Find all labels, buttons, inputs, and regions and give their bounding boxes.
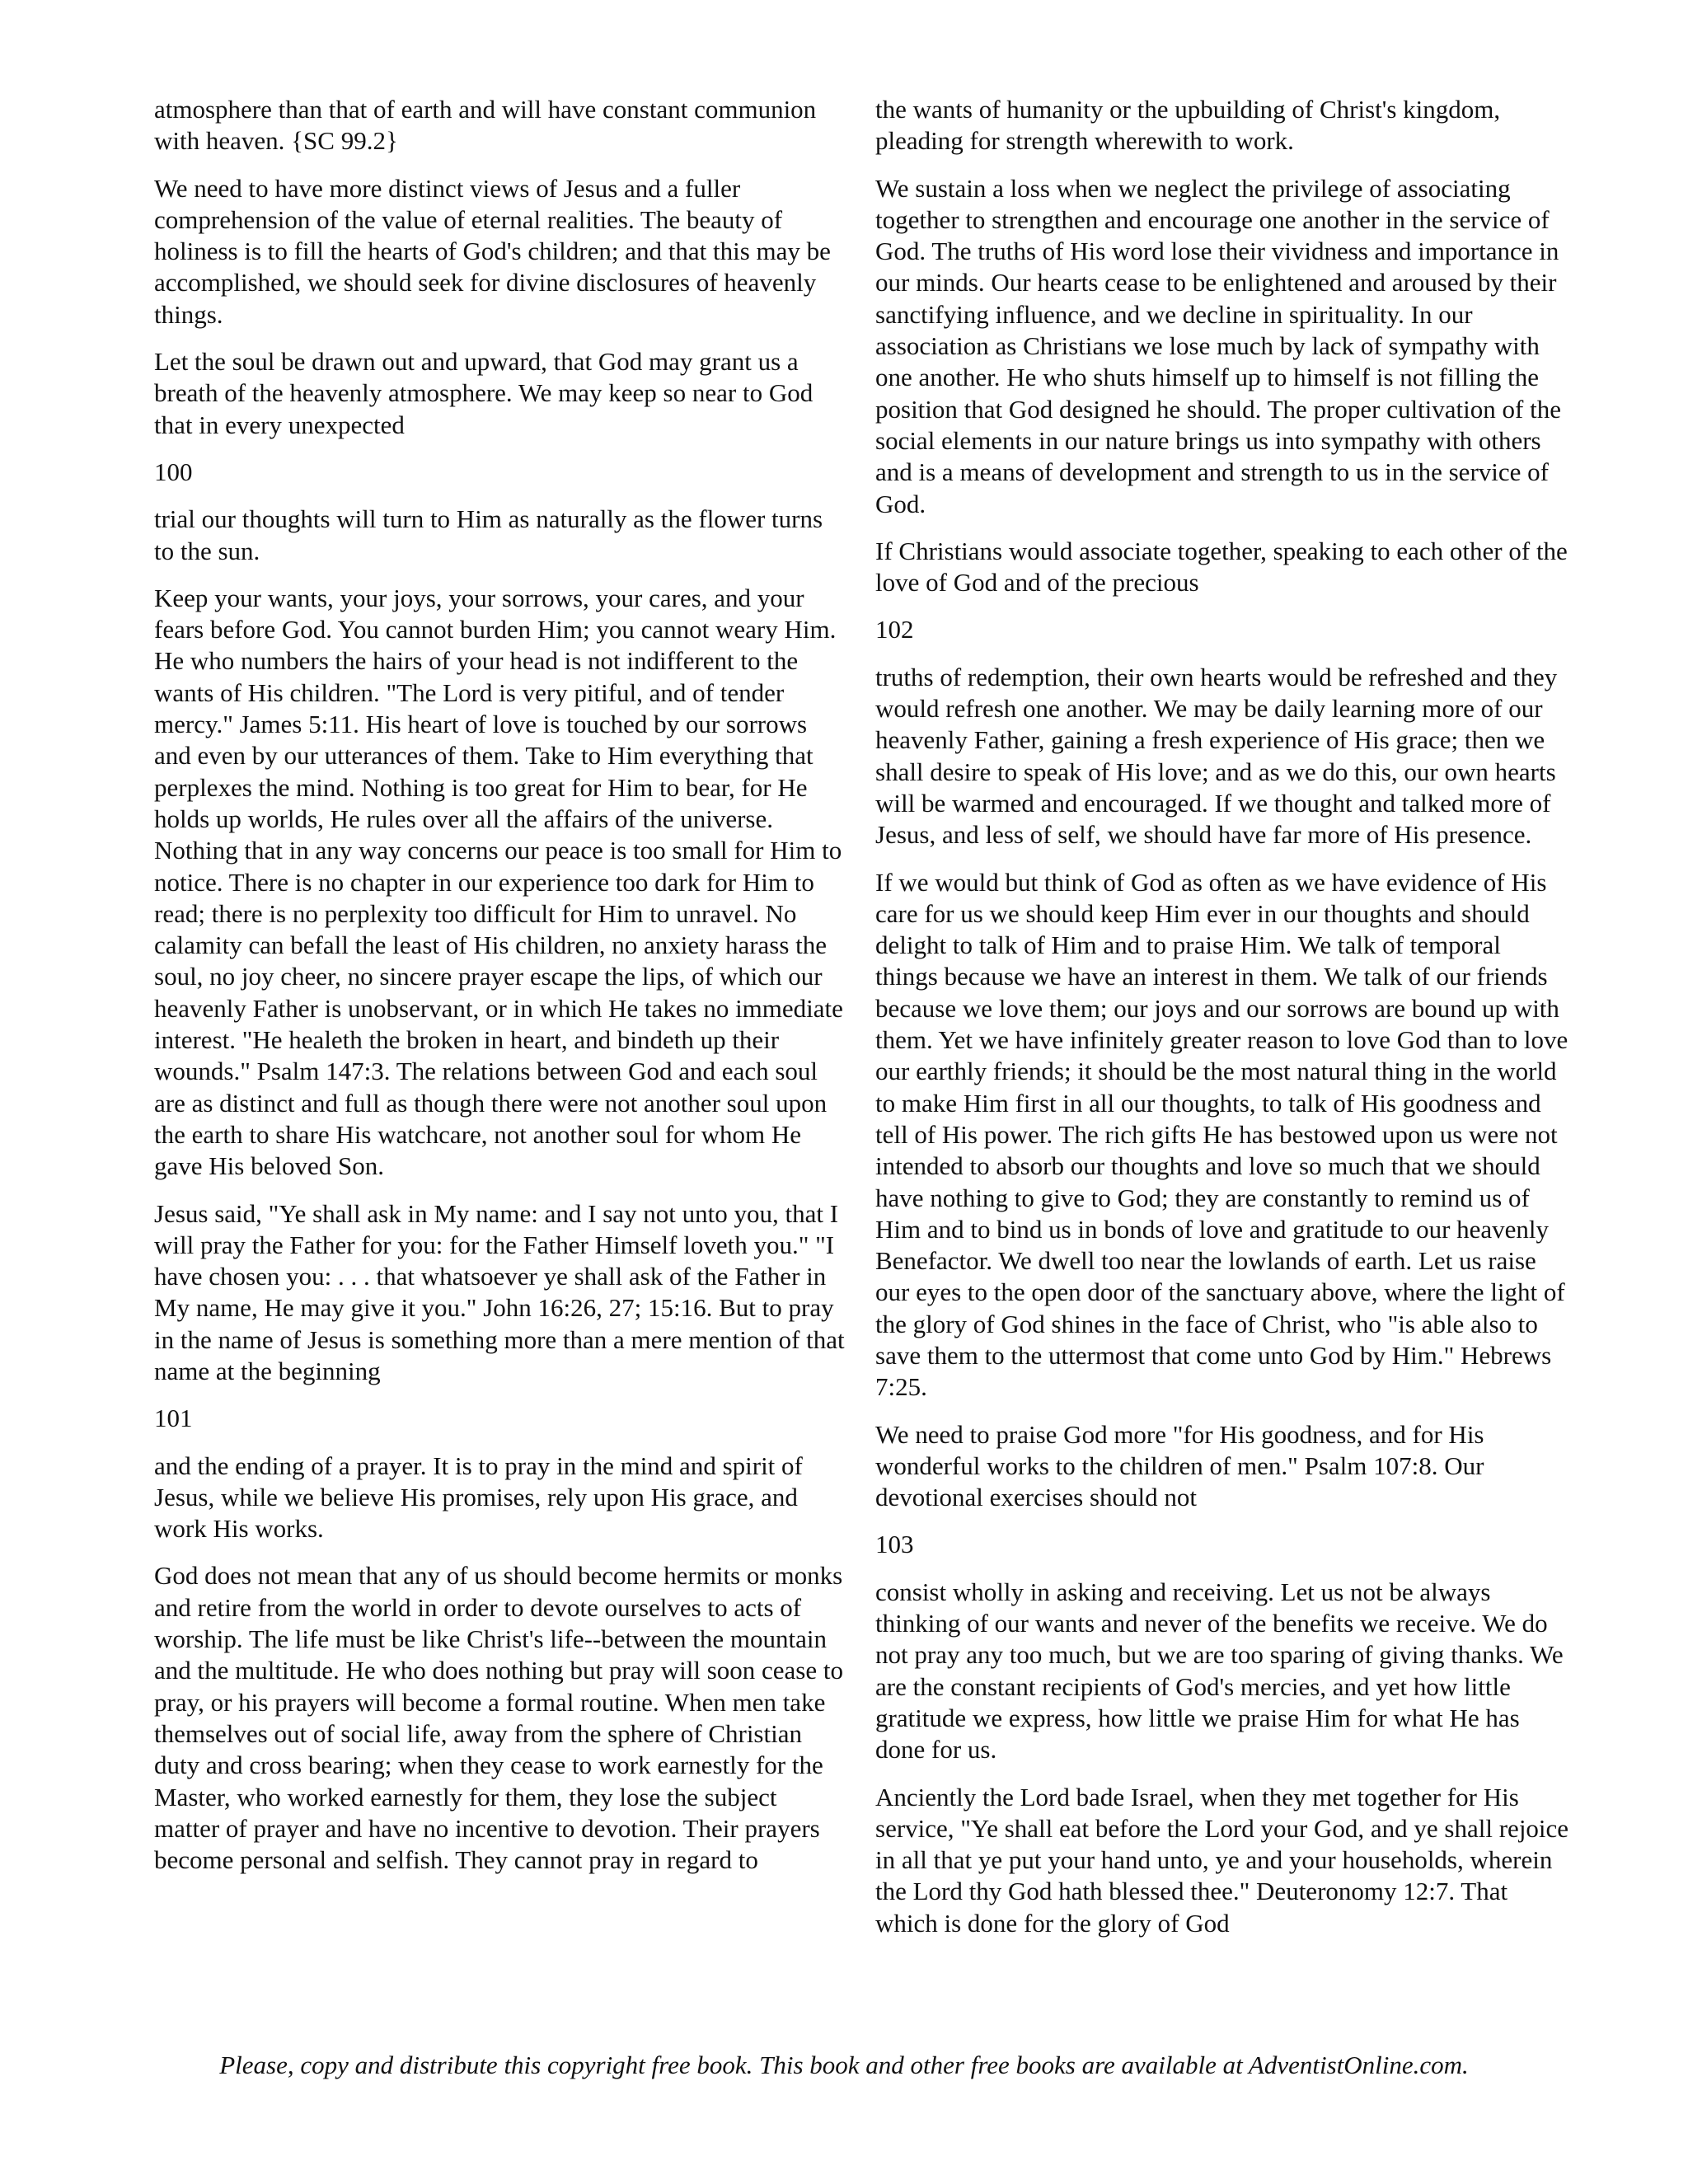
paragraph: Let the soul be drawn out and upward, that God may grant us a breath of the heavenly atmosphere. We may keep so near to God that in every unexpected <box>154 347 814 439</box>
paragraph: trial our thoughts will turn to Him as naturally as the flower turns to the sun. <box>154 504 823 565</box>
right-column <box>875 94 1569 1955</box>
footer-note: Please, copy and distribute this copyright free book. This book and other free books are available at AdventistOnline.com. <box>219 2050 1469 2079</box>
paragraph: Keep your wants, your joys, your sorrows, your cares, and your fears before God. You cannot burden Him; you cannot weary Him. He who numbers the hairs of your head is not indifferent to the wants of His children. "The Lord is very pitiful, and of tender mercy." James 5:11. His heart of love is touched by our sorrows and even by our utterances of them. Take to Him everything that perplexes the mind. Nothing is too great for Him to bear, for He holds up worlds, He rules over all the affairs of the universe. Nothing that in any way concerns our peace is too small for Him to notice. There is no chapter in our experience too dark for Him to read; there is no perplexity too difficult for Him to unravel. No calamity can befall the least of His children, no anxiety harass the soul, no joy cheer, no sincere prayer escape the lips, of which our heavenly Father is unobservant, or in which He takes no immediate interest. "He healeth the broken in heart, and bindeth up their wounds." Psalm 147:3. The relations between God and each soul are as distinct and full as though there were not another soul upon the earth to share His watchcare, not another soul for whom He gave His beloved Son. <box>154 583 843 1181</box>
paragraph: We need to praise God more "for His goodness, and for His wonderful works to the children of men." Psalm 107:8. Our devotional exercises should not <box>875 1419 1484 1512</box>
paragraph: atmosphere than that of earth and will have constant communion with heaven. {SC 99.2} <box>154 95 817 156</box>
page-number: 103 <box>875 1530 914 1559</box>
paragraph: consist wholly in asking and receiving. Let us not be always thinking of our wants and never of the benefits we receive. We do not pray any too much, but we are too sparing of giving thanks. We are the constant recipients of God's mercies, and yet how little gratitude we express, how little we praise Him for what He has done for us. <box>875 1577 1564 1765</box>
page-number: 101 <box>154 1404 193 1433</box>
paragraph: Jesus said, "Ye shall ask in My name: and I say not unto you, that I will pray the Father for you: for the Father Himself loveth you." "I have chosen you: . . . that whatsoever ye shall ask of the Father in My name, He may give it you." John 16:26, 27; 15:16. But to pray in the name of Jesus is something more than a mere mention of that name at the beginning <box>154 1198 845 1385</box>
paragraph: and the ending of a prayer. It is to pray in the mind and spirit of Jesus, while we believe His promises, rely upon His grace, and work His works. <box>154 1451 803 1544</box>
paragraph: the wants of humanity or the upbuilding of Christ's kingdom, pleading for strength wherewith to work. <box>875 95 1501 156</box>
paragraph: truths of redemption, their own hearts would be refreshed and they would refresh one another. We may be daily learning more of our heavenly Father, gaining a fresh experience of His grace; then we shall desire to speak of His love; and as we do this, our own hearts will be warmed and encouraged. If we thought and talked more of Jesus, and less of self, we should have far more of His presence. <box>875 662 1558 850</box>
paragraph: If we would but think of God as often as we have evidence of His care for us we should keep Him ever in our thoughts and should delight to talk of Him and to praise Him. We talk of temporal things because we have an interest in them. We talk of our friends because we love them; our joys and our sorrows are bound up with them. Yet we have infinitely greater reason to love God than to love our earthly friends; it should be the most natural thing in the world to make Him first in all our thoughts, to talk of His goodness and tell of His power. The rich gifts He has bestowed upon us were not intended to absorb our thoughts and love so much that we should have nothing to give to God; they are constantly to remind us of Him and to bind us in bonds of love and gratitude to our heavenly Benefactor. We dwell too near the lowlands of earth. Let us raise our eyes to the open door of the sanctuary above, where the light of the glory of God shines in the face of Christ, who "is able also to save them to the uttermost that come unto God by Him." Hebrews 7:25. <box>875 867 1568 1402</box>
paragraph: We sustain a loss when we neglect the privilege of associating together to strengthen and encourage one another in the service of God. The truths of His word lose their vividness and importance in our minds. Our hearts cease to be enlightened and aroused by their sanctifying influence, and we decline in spirituality. In our association as Christians we lose much by lack of sympathy with one another. He who shuts himself up to himself is not filling the position that God designed he should. The proper cultivation of the social elements in our nature brings us into sympathy with others and is a means of development and strength to us in the service of God. <box>875 173 1561 518</box>
left-column <box>154 94 848 1891</box>
page-number: 100 <box>154 457 193 486</box>
paragraph: We need to have more distinct views of Jesus and a fuller comprehension of the value of eternal realities. The beauty of holiness is to fill the hearts of God's children; and that this may be accomplished, we should seek for divine disclosures of heavenly things. <box>154 173 831 329</box>
paragraph: God does not mean that any of us should become hermits or monks and retire from the world in order to devote ourselves to acts of worship. The life must be like Christ's life--between the mountain and the multitude. He who does nothing but pray will soon cease to pray, or his prayers will become a formal routine. When men take themselves out of social life, away from the sphere of Christian duty and cross bearing; when they cease to work earnestly for the Master, who worked earnestly for them, they lose the subject matter of prayer and have no incentive to devotion. Their prayers become personal and selfish. They cannot pray in regard to <box>154 1561 843 1875</box>
page-number: 102 <box>875 615 914 644</box>
paragraph: Anciently the Lord bade Israel, when they met together for His service, "Ye shall eat before the Lord your God, and ye shall rejoice in all that ye put your hand unto, ye and your households, wherein the Lord thy God hath blessed thee." Deuteronomy 12:7. That which is done for the glory of God <box>875 1782 1569 1938</box>
paragraph: If Christians would associate together, speaking to each other of the love of God and of the precious <box>875 536 1568 598</box>
